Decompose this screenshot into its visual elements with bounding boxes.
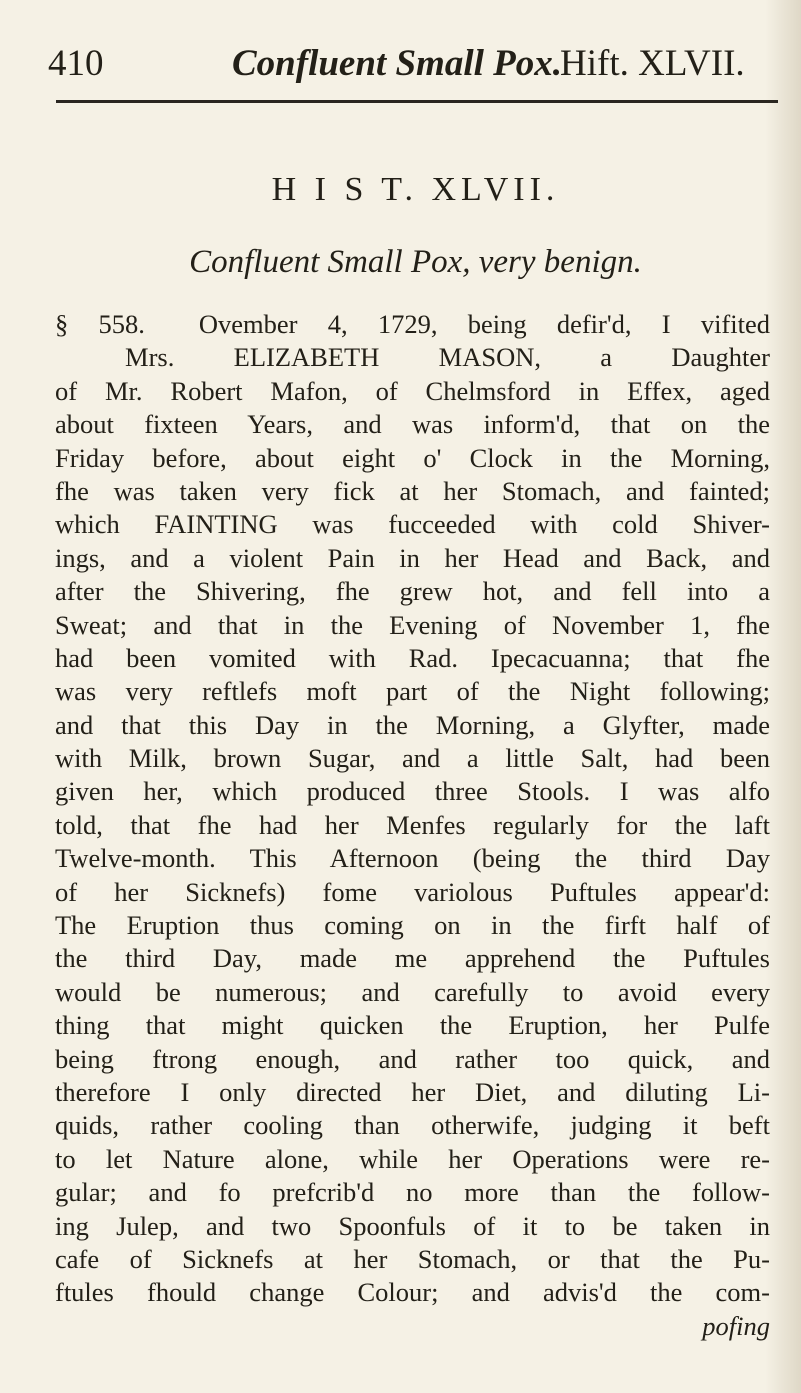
text-line: § 558. Ovember 4, 1729, being defir'd, I vifited xyxy=(55,309,770,339)
case-paragraph xyxy=(55,308,770,1343)
text-line: had been vomited with Rad. Ipecacuanna; that fhe xyxy=(55,642,770,673)
text-line: being ftrong enough, and rather too quick, and xyxy=(55,1043,770,1074)
text-line: which FAINTING was fucceeded with cold Shiver- xyxy=(55,509,770,540)
text-line: given her, which produced three Stools. I was alfo xyxy=(55,776,770,807)
text-line: The Eruption thus coming on in the firft half of xyxy=(55,910,770,941)
text-line: was very reftlefs moft part of the Night following; xyxy=(55,676,770,707)
text-line: of Mr. Robert Mafon, of Chelmsford in Effex, aged xyxy=(55,375,770,406)
text-line: with Milk, brown Sugar, and a little Salt, had been xyxy=(55,743,770,774)
section-mark: § 558. xyxy=(55,309,145,339)
header-rule xyxy=(56,100,778,103)
text-line: Sweat; and that in the Evening of November 1, fhe xyxy=(55,609,770,640)
text-line: of her Sicknefs) fome variolous Puftules appear'd: xyxy=(55,876,770,907)
text-line: gular; and fo prefcrib'd no more than the follow- xyxy=(55,1177,770,1208)
running-title: Confluent Small Pox. xyxy=(232,43,562,84)
text-line: fhe was taken very fick at her Stomach, and fainted; xyxy=(55,475,770,506)
text-line: Twelve-month. This Afternoon (being the third Day xyxy=(55,843,770,874)
page-number: 410 xyxy=(48,43,104,84)
text-line: the third Day, made me apprehend the Puftules xyxy=(55,943,770,974)
text-line: cafe of Sicknefs at her Stomach, or that the Pu- xyxy=(55,1243,770,1274)
text-line: Friday before, about eight o' Clock in the Morning, xyxy=(55,442,770,473)
text-line: told, that fhe had her Menfes regularly for the laft xyxy=(55,809,770,840)
text-line: about fixteen Years, and was inform'd, that on the xyxy=(55,409,770,440)
text-line: to let Nature alone, while her Operations were re- xyxy=(55,1143,770,1174)
history-reference: Hift. XLVII. xyxy=(560,43,745,84)
text-line: quids, rather cooling than otherwife, judging it beft xyxy=(55,1110,770,1141)
text-line: ings, and a violent Pain in her Head and Back, and xyxy=(55,542,770,573)
text-line: thing that might quicken the Eruption, her Pulfe xyxy=(55,1010,770,1041)
history-title: H I S T. XLVII. xyxy=(271,171,560,208)
text-line: ftules fhould change Colour; and advis'd the com- xyxy=(55,1277,770,1308)
text-line: ing Julep, and two Spoonfuls of it to be taken in xyxy=(55,1210,770,1241)
text-line: and that this Day in the Morning, a Glyfter, made xyxy=(55,709,770,740)
text-line: after the Shivering, fhe grew hot, and fell into a xyxy=(55,576,770,607)
running-header xyxy=(48,40,778,88)
text-line: Mrs. ELIZABETH MASON, a Daughter xyxy=(125,342,770,373)
text-line: would be numerous; and carefully to avoid every xyxy=(55,976,770,1007)
catchword: pofing xyxy=(702,1310,770,1341)
text-line: therefore I only directed her Diet, and diluting Li- xyxy=(55,1076,770,1107)
history-subtitle: Confluent Small Pox, very benign. xyxy=(189,244,642,280)
